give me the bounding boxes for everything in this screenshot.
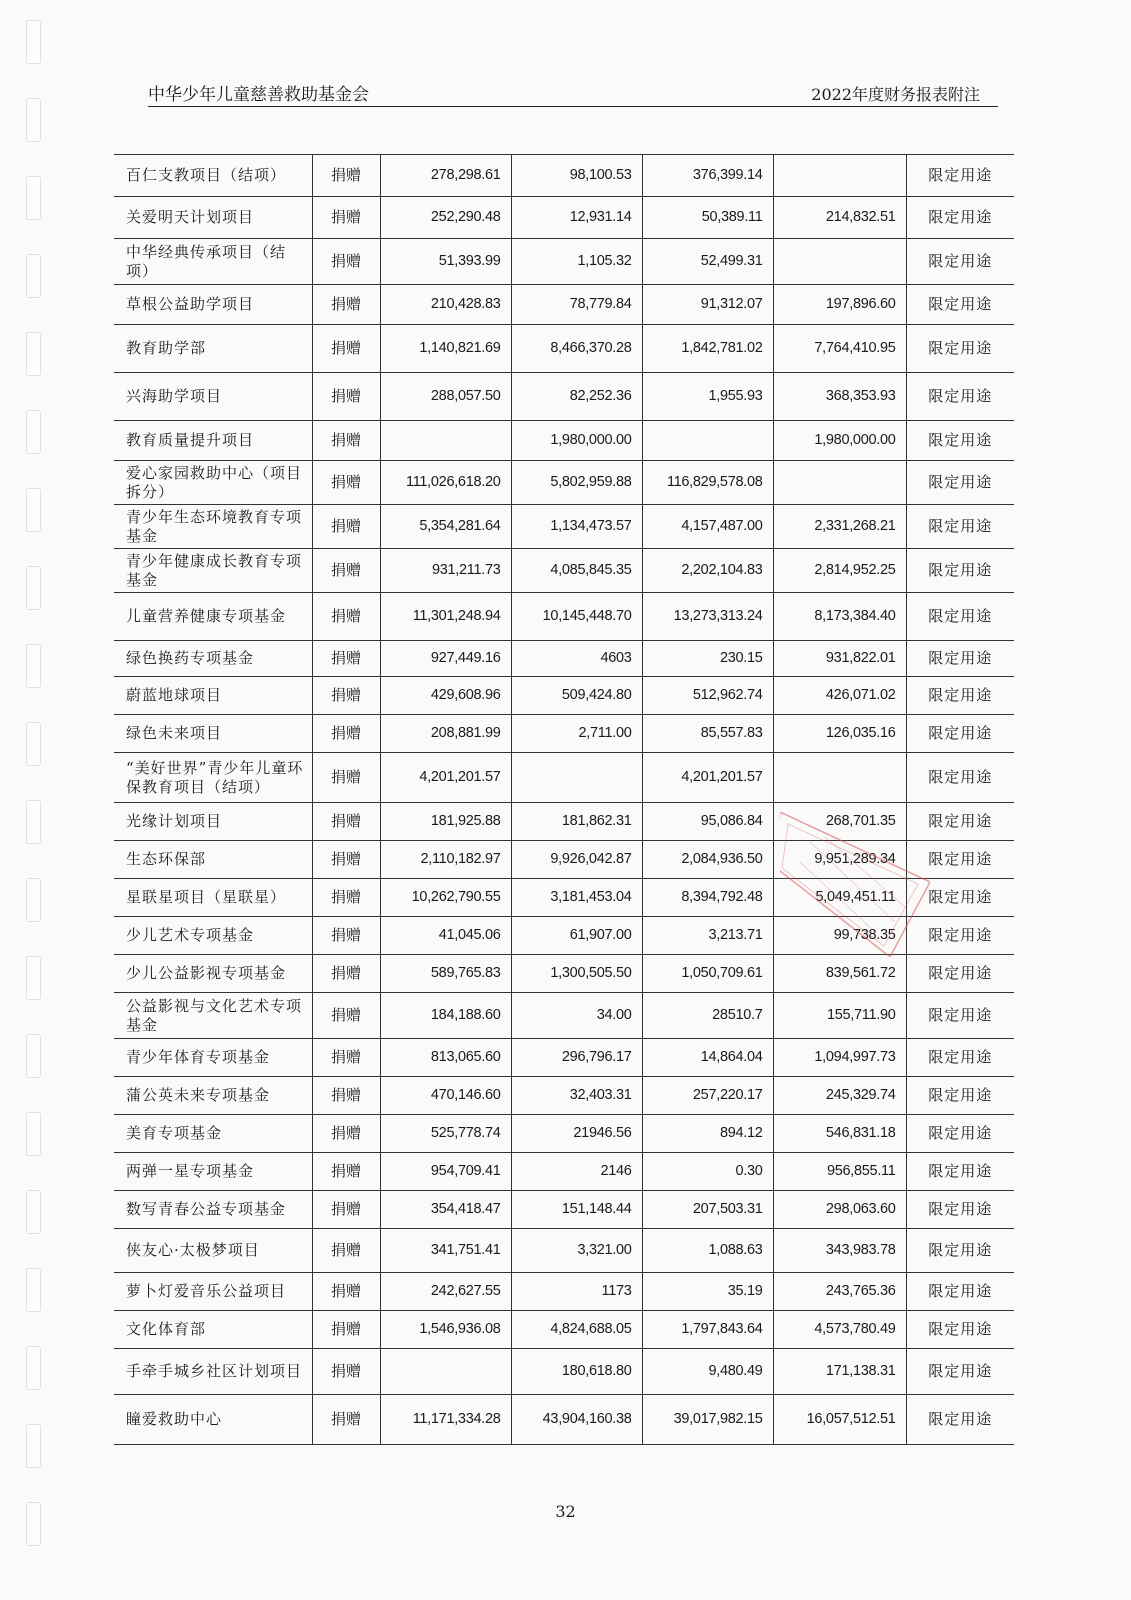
income-type-cell: 捐赠 <box>312 239 380 285</box>
income-type-cell: 捐赠 <box>312 1039 380 1077</box>
table-row <box>114 549 1014 593</box>
decrease-cell: 207,503.31 <box>642 1191 773 1229</box>
binder-hole <box>26 98 41 142</box>
increase-cell: 509,424.80 <box>511 677 642 715</box>
income-type-cell: 捐赠 <box>312 803 380 841</box>
increase-cell: 5,802,959.88 <box>511 461 642 505</box>
decrease-cell: 1,088.63 <box>642 1229 773 1273</box>
increase-cell: 98,100.53 <box>511 155 642 197</box>
project-name-cell: 青少年体育专项基金 <box>114 1039 312 1077</box>
restriction-cell: 限定用途 <box>906 1077 1014 1115</box>
project-name-cell: 蔚蓝地球项目 <box>114 677 312 715</box>
table-row <box>114 955 1014 993</box>
increase-cell: 43,904,160.38 <box>511 1395 642 1445</box>
increase-cell: 9,926,042.87 <box>511 841 642 879</box>
opening-balance-cell: 470,146.60 <box>380 1077 511 1115</box>
table-row <box>114 505 1014 549</box>
restriction-cell: 限定用途 <box>906 155 1014 197</box>
income-type-cell: 捐赠 <box>312 1273 380 1311</box>
increase-cell: 4,824,688.05 <box>511 1311 642 1349</box>
increase-cell: 4603 <box>511 641 642 677</box>
opening-balance-cell: 210,428.83 <box>380 285 511 325</box>
decrease-cell: 13,273,313.24 <box>642 593 773 641</box>
income-type-cell: 捐赠 <box>312 1191 380 1229</box>
restriction-cell: 限定用途 <box>906 1349 1014 1395</box>
restriction-cell: 限定用途 <box>906 1311 1014 1349</box>
org-name: 中华少年儿童慈善救助基金会 <box>148 85 369 105</box>
opening-balance-cell: 1,140,821.69 <box>380 325 511 373</box>
restriction-cell: 限定用途 <box>906 841 1014 879</box>
project-name-cell: 生态环保部 <box>114 841 312 879</box>
project-name-cell: 美育专项基金 <box>114 1115 312 1153</box>
income-type-cell: 捐赠 <box>312 715 380 753</box>
decrease-cell: 1,842,781.02 <box>642 325 773 373</box>
closing-balance-cell: 268,701.35 <box>773 803 906 841</box>
opening-balance-cell: 288,057.50 <box>380 373 511 421</box>
doc-title: 2022年度财务报表附注 <box>811 85 980 104</box>
binder-hole <box>26 332 41 376</box>
closing-balance-cell: 16,057,512.51 <box>773 1395 906 1445</box>
opening-balance-cell: 341,751.41 <box>380 1229 511 1273</box>
table-row <box>114 421 1014 461</box>
project-name-cell: “美好世界”青少年儿童环保教育项目（结项） <box>114 753 312 803</box>
income-type-cell: 捐赠 <box>312 373 380 421</box>
restriction-cell: 限定用途 <box>906 1153 1014 1191</box>
increase-cell: 34.00 <box>511 993 642 1039</box>
restriction-cell: 限定用途 <box>906 239 1014 285</box>
decrease-cell: 39,017,982.15 <box>642 1395 773 1445</box>
opening-balance-cell: 278,298.61 <box>380 155 511 197</box>
decrease-cell: 1,797,843.64 <box>642 1311 773 1349</box>
table-row <box>114 993 1014 1039</box>
increase-cell: 2146 <box>511 1153 642 1191</box>
restriction-cell: 限定用途 <box>906 421 1014 461</box>
project-name-cell: 瞳爱救助中心 <box>114 1395 312 1445</box>
opening-balance-cell: 10,262,790.55 <box>380 879 511 917</box>
opening-balance-cell: 354,418.47 <box>380 1191 511 1229</box>
increase-cell: 12,931.14 <box>511 197 642 239</box>
closing-balance-cell: 214,832.51 <box>773 197 906 239</box>
table-row <box>114 325 1014 373</box>
decrease-cell: 116,829,578.08 <box>642 461 773 505</box>
table-row <box>114 1311 1014 1349</box>
decrease-cell: 1,955.93 <box>642 373 773 421</box>
project-name-cell: 光缘计划项目 <box>114 803 312 841</box>
increase-cell: 1,134,473.57 <box>511 505 642 549</box>
opening-balance-cell: 5,354,281.64 <box>380 505 511 549</box>
restriction-cell: 限定用途 <box>906 593 1014 641</box>
opening-balance-cell <box>380 1349 511 1395</box>
increase-cell: 1,105.32 <box>511 239 642 285</box>
decrease-cell: 3,213.71 <box>642 917 773 955</box>
binder-hole <box>26 1034 41 1078</box>
closing-balance-cell: 1,980,000.00 <box>773 421 906 461</box>
project-name-cell: 绿色换药专项基金 <box>114 641 312 677</box>
restriction-cell: 限定用途 <box>906 1395 1014 1445</box>
income-type-cell: 捐赠 <box>312 505 380 549</box>
restriction-cell: 限定用途 <box>906 917 1014 955</box>
binder-hole <box>26 644 41 688</box>
table-row <box>114 917 1014 955</box>
table-row <box>114 1273 1014 1311</box>
decrease-cell: 14,864.04 <box>642 1039 773 1077</box>
binder-hole <box>26 1346 41 1390</box>
income-type-cell: 捐赠 <box>312 677 380 715</box>
opening-balance-cell: 111,026,618.20 <box>380 461 511 505</box>
opening-balance-cell: 931,211.73 <box>380 549 511 593</box>
restriction-cell: 限定用途 <box>906 1229 1014 1273</box>
opening-balance-cell: 252,290.48 <box>380 197 511 239</box>
project-name-cell: 公益影视与文化艺术专项基金 <box>114 993 312 1039</box>
decrease-cell: 28510.7 <box>642 993 773 1039</box>
closing-balance-cell: 9,951,289.34 <box>773 841 906 879</box>
opening-balance-cell: 4,201,201.57 <box>380 753 511 803</box>
increase-cell: 1173 <box>511 1273 642 1311</box>
income-type-cell: 捐赠 <box>312 197 380 239</box>
income-type-cell: 捐赠 <box>312 1153 380 1191</box>
restriction-cell: 限定用途 <box>906 461 1014 505</box>
decrease-cell: 376,399.14 <box>642 155 773 197</box>
closing-balance-cell: 197,896.60 <box>773 285 906 325</box>
binder-hole <box>26 488 41 532</box>
income-type-cell: 捐赠 <box>312 841 380 879</box>
table-row <box>114 1077 1014 1115</box>
table-row <box>114 1395 1014 1445</box>
binder-hole <box>26 956 41 1000</box>
closing-balance-cell: 126,035.16 <box>773 715 906 753</box>
decrease-cell: 2,084,936.50 <box>642 841 773 879</box>
restriction-cell: 限定用途 <box>906 1115 1014 1153</box>
table-row <box>114 285 1014 325</box>
binder-holes <box>22 20 44 1580</box>
project-name-cell: 青少年生态环境教育专项基金 <box>114 505 312 549</box>
closing-balance-cell: 931,822.01 <box>773 641 906 677</box>
increase-cell: 8,466,370.28 <box>511 325 642 373</box>
increase-cell: 10,145,448.70 <box>511 593 642 641</box>
closing-balance-cell: 343,983.78 <box>773 1229 906 1273</box>
project-name-cell: 侠友心·太极梦项目 <box>114 1229 312 1273</box>
closing-balance-cell <box>773 239 906 285</box>
closing-balance-cell: 368,353.93 <box>773 373 906 421</box>
binder-hole <box>26 1112 41 1156</box>
binder-hole <box>26 878 41 922</box>
increase-cell: 1,980,000.00 <box>511 421 642 461</box>
income-type-cell: 捐赠 <box>312 1395 380 1445</box>
project-name-cell: 少儿公益影视专项基金 <box>114 955 312 993</box>
binder-hole <box>26 722 41 766</box>
project-name-cell: 儿童营养健康专项基金 <box>114 593 312 641</box>
restriction-cell: 限定用途 <box>906 879 1014 917</box>
decrease-cell: 894.12 <box>642 1115 773 1153</box>
decrease-cell: 9,480.49 <box>642 1349 773 1395</box>
income-type-cell: 捐赠 <box>312 1115 380 1153</box>
income-type-cell: 捐赠 <box>312 1077 380 1115</box>
project-name-cell: 蒲公英未来专项基金 <box>114 1077 312 1115</box>
income-type-cell: 捐赠 <box>312 879 380 917</box>
closing-balance-cell: 2,331,268.21 <box>773 505 906 549</box>
project-name-cell: 手牵手城乡社区计划项目 <box>114 1349 312 1395</box>
income-type-cell: 捐赠 <box>312 993 380 1039</box>
binder-hole <box>26 800 41 844</box>
restriction-cell: 限定用途 <box>906 549 1014 593</box>
table-row <box>114 1153 1014 1191</box>
restriction-cell: 限定用途 <box>906 753 1014 803</box>
opening-balance-cell: 1,546,936.08 <box>380 1311 511 1349</box>
opening-balance-cell: 2,110,182.97 <box>380 841 511 879</box>
closing-balance-cell <box>773 461 906 505</box>
closing-balance-cell: 171,138.31 <box>773 1349 906 1395</box>
closing-balance-cell: 243,765.36 <box>773 1273 906 1311</box>
opening-balance-cell: 11,301,248.94 <box>380 593 511 641</box>
closing-balance-cell: 4,573,780.49 <box>773 1311 906 1349</box>
increase-cell: 181,862.31 <box>511 803 642 841</box>
table-row <box>114 1229 1014 1273</box>
increase-cell: 3,321.00 <box>511 1229 642 1273</box>
decrease-cell: 1,050,709.61 <box>642 955 773 993</box>
increase-cell: 21946.56 <box>511 1115 642 1153</box>
binder-hole <box>26 410 41 454</box>
income-type-cell: 捐赠 <box>312 955 380 993</box>
table-row <box>114 1191 1014 1229</box>
table-row <box>114 841 1014 879</box>
income-type-cell: 捐赠 <box>312 641 380 677</box>
decrease-cell: 2,202,104.83 <box>642 549 773 593</box>
increase-cell: 296,796.17 <box>511 1039 642 1077</box>
closing-balance-cell: 99,738.35 <box>773 917 906 955</box>
restriction-cell: 限定用途 <box>906 373 1014 421</box>
opening-balance-cell: 813,065.60 <box>380 1039 511 1077</box>
table-row <box>114 1039 1014 1077</box>
opening-balance-cell: 181,925.88 <box>380 803 511 841</box>
table-row <box>114 197 1014 239</box>
restriction-cell: 限定用途 <box>906 993 1014 1039</box>
decrease-cell: 0.30 <box>642 1153 773 1191</box>
table-row <box>114 677 1014 715</box>
table-row <box>114 879 1014 917</box>
opening-balance-cell: 184,188.60 <box>380 993 511 1039</box>
opening-balance-cell: 242,627.55 <box>380 1273 511 1311</box>
closing-balance-cell: 2,814,952.25 <box>773 549 906 593</box>
restriction-cell: 限定用途 <box>906 325 1014 373</box>
restriction-cell: 限定用途 <box>906 955 1014 993</box>
project-name-cell: 教育助学部 <box>114 325 312 373</box>
opening-balance-cell: 927,449.16 <box>380 641 511 677</box>
decrease-cell <box>642 421 773 461</box>
opening-balance-cell: 11,171,334.28 <box>380 1395 511 1445</box>
opening-balance-cell: 589,765.83 <box>380 955 511 993</box>
project-name-cell: 兴海助学项目 <box>114 373 312 421</box>
restriction-cell: 限定用途 <box>906 677 1014 715</box>
decrease-cell: 257,220.17 <box>642 1077 773 1115</box>
closing-balance-cell: 956,855.11 <box>773 1153 906 1191</box>
income-type-cell: 捐赠 <box>312 421 380 461</box>
increase-cell: 61,907.00 <box>511 917 642 955</box>
project-name-cell: 草根公益助学项目 <box>114 285 312 325</box>
decrease-cell: 4,201,201.57 <box>642 753 773 803</box>
opening-balance-cell: 208,881.99 <box>380 715 511 753</box>
closing-balance-cell: 298,063.60 <box>773 1191 906 1229</box>
restriction-cell: 限定用途 <box>906 197 1014 239</box>
project-name-cell: 中华经典传承项目（结项） <box>114 239 312 285</box>
closing-balance-cell: 245,329.74 <box>773 1077 906 1115</box>
project-name-cell: 星联星项目（星联星） <box>114 879 312 917</box>
increase-cell <box>511 753 642 803</box>
fund-table <box>114 154 1014 1445</box>
closing-balance-cell <box>773 753 906 803</box>
decrease-cell: 230.15 <box>642 641 773 677</box>
decrease-cell: 52,499.31 <box>642 239 773 285</box>
project-name-cell: 两弹一星专项基金 <box>114 1153 312 1191</box>
binder-hole <box>26 254 41 298</box>
project-name-cell: 百仁支教项目（结项） <box>114 155 312 197</box>
table-row <box>114 1349 1014 1395</box>
income-type-cell: 捐赠 <box>312 1311 380 1349</box>
project-name-cell: 少儿艺术专项基金 <box>114 917 312 955</box>
restriction-cell: 限定用途 <box>906 641 1014 677</box>
income-type-cell: 捐赠 <box>312 1349 380 1395</box>
increase-cell: 4,085,845.35 <box>511 549 642 593</box>
fund-table-body <box>114 155 1014 1445</box>
binder-hole <box>26 566 41 610</box>
restriction-cell: 限定用途 <box>906 1039 1014 1077</box>
income-type-cell: 捐赠 <box>312 325 380 373</box>
binder-hole <box>26 20 41 64</box>
income-type-cell: 捐赠 <box>312 593 380 641</box>
decrease-cell: 512,962.74 <box>642 677 773 715</box>
increase-cell: 180,618.80 <box>511 1349 642 1395</box>
project-name-cell: 关爱明天计划项目 <box>114 197 312 239</box>
increase-cell: 3,181,453.04 <box>511 879 642 917</box>
table-row <box>114 155 1014 197</box>
page-header <box>148 78 998 107</box>
increase-cell: 2,711.00 <box>511 715 642 753</box>
project-name-cell: 萝卜灯爱音乐公益项目 <box>114 1273 312 1311</box>
closing-balance-cell: 5,049,451.11 <box>773 879 906 917</box>
decrease-cell: 8,394,792.48 <box>642 879 773 917</box>
income-type-cell: 捐赠 <box>312 917 380 955</box>
restriction-cell: 限定用途 <box>906 1191 1014 1229</box>
closing-balance-cell: 8,173,384.40 <box>773 593 906 641</box>
income-type-cell: 捐赠 <box>312 155 380 197</box>
binder-hole <box>26 1190 41 1234</box>
closing-balance-cell: 546,831.18 <box>773 1115 906 1153</box>
table-row <box>114 753 1014 803</box>
opening-balance-cell: 429,608.96 <box>380 677 511 715</box>
closing-balance-cell: 7,764,410.95 <box>773 325 906 373</box>
decrease-cell: 35.19 <box>642 1273 773 1311</box>
page-number: 32 <box>555 1502 576 1521</box>
binder-hole <box>26 176 41 220</box>
project-name-cell: 青少年健康成长教育专项基金 <box>114 549 312 593</box>
table-row <box>114 641 1014 677</box>
increase-cell: 1,300,505.50 <box>511 955 642 993</box>
restriction-cell: 限定用途 <box>906 715 1014 753</box>
opening-balance-cell: 41,045.06 <box>380 917 511 955</box>
project-name-cell: 数写青春公益专项基金 <box>114 1191 312 1229</box>
opening-balance-cell <box>380 421 511 461</box>
restriction-cell: 限定用途 <box>906 505 1014 549</box>
increase-cell: 151,148.44 <box>511 1191 642 1229</box>
closing-balance-cell: 1,094,997.73 <box>773 1039 906 1077</box>
project-name-cell: 爱心家园救助中心（项目拆分） <box>114 461 312 505</box>
increase-cell: 32,403.31 <box>511 1077 642 1115</box>
opening-balance-cell: 954,709.41 <box>380 1153 511 1191</box>
decrease-cell: 50,389.11 <box>642 197 773 239</box>
table-row <box>114 715 1014 753</box>
income-type-cell: 捐赠 <box>312 549 380 593</box>
decrease-cell: 4,157,487.00 <box>642 505 773 549</box>
project-name-cell: 文化体育部 <box>114 1311 312 1349</box>
income-type-cell: 捐赠 <box>312 753 380 803</box>
binder-hole <box>26 1268 41 1312</box>
increase-cell: 82,252.36 <box>511 373 642 421</box>
closing-balance-cell <box>773 155 906 197</box>
binder-hole <box>26 1424 41 1468</box>
income-type-cell: 捐赠 <box>312 1229 380 1273</box>
increase-cell: 78,779.84 <box>511 285 642 325</box>
decrease-cell: 91,312.07 <box>642 285 773 325</box>
table-row <box>114 461 1014 505</box>
table-row <box>114 1115 1014 1153</box>
table-row <box>114 593 1014 641</box>
closing-balance-cell: 155,711.90 <box>773 993 906 1039</box>
restriction-cell: 限定用途 <box>906 285 1014 325</box>
table-row <box>114 373 1014 421</box>
project-name-cell: 教育质量提升项目 <box>114 421 312 461</box>
restriction-cell: 限定用途 <box>906 1273 1014 1311</box>
income-type-cell: 捐赠 <box>312 285 380 325</box>
table-row <box>114 803 1014 841</box>
closing-balance-cell: 426,071.02 <box>773 677 906 715</box>
opening-balance-cell: 525,778.74 <box>380 1115 511 1153</box>
decrease-cell: 85,557.83 <box>642 715 773 753</box>
opening-balance-cell: 51,393.99 <box>380 239 511 285</box>
closing-balance-cell: 839,561.72 <box>773 955 906 993</box>
project-name-cell: 绿色未来项目 <box>114 715 312 753</box>
income-type-cell: 捐赠 <box>312 461 380 505</box>
decrease-cell: 95,086.84 <box>642 803 773 841</box>
table-row <box>114 239 1014 285</box>
restriction-cell: 限定用途 <box>906 803 1014 841</box>
